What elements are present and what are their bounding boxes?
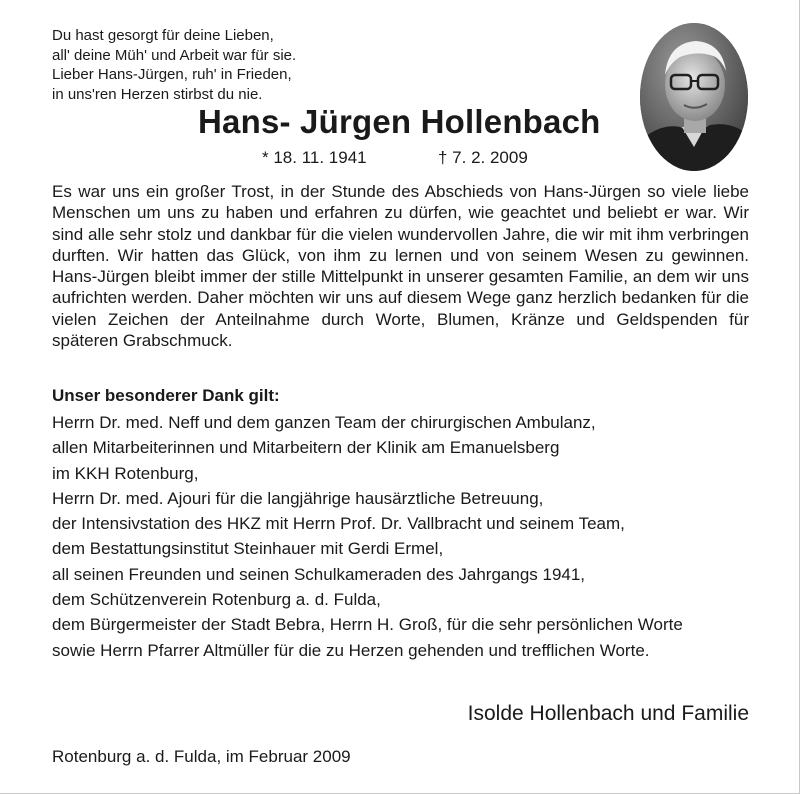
poem-line: Du hast gesorgt für deine Lieben, <box>52 27 274 44</box>
thanks-line: dem Bestattungsinstitut Steinhauer mit Gerdi Ermel, <box>52 539 444 559</box>
special-thanks-heading: Unser besonderer Dank gilt: <box>52 386 280 405</box>
thanks-line: sowie Herrn Pfarrer Altmüller für die zu Herzen gehenden und trefflichen Worte. <box>52 640 650 660</box>
thanks-line: dem Bürgermeister der Stadt Bebra, Herrn H. Groß, für die sehr persönlichen Worte <box>52 615 683 635</box>
thanks-line: im KKH Rotenburg, <box>52 463 199 483</box>
thanks-line: Herrn Dr. med. Ajouri für die langjährige hausärztliche Betreuung, <box>52 488 544 508</box>
thanks-line: all seinen Freunden und seinen Schulkameraden des Jahrgangs 1941, <box>52 564 586 584</box>
thanks-line: allen Mitarbeiterinnen und Mitarbeitern der Klinik am Emanuelsberg <box>52 438 560 458</box>
thanks-line: Herrn Dr. med. Neff und dem ganzen Team der chirurgischen Ambulanz, <box>52 413 596 432</box>
poem-line: Lieber Hans-Jürgen, ruh' in Frieden, <box>52 66 292 83</box>
birth-date: * 18. 11. 1941 <box>262 148 367 167</box>
thanks-line: dem Schützenverein Rotenburg a. d. Fulda, <box>52 590 381 610</box>
special-thanks-list <box>52 410 749 663</box>
deceased-name: Hans- Jürgen Hollenbach <box>198 103 601 140</box>
poem-line: all' deine Müh' und Arbeit war für sie. <box>52 46 297 64</box>
death-date: † 7. 2. 2009 <box>438 148 528 167</box>
thanks-line: der Intensivstation des HKZ mit Herrn Prof. Dr. Vallbracht und seinem Team, <box>52 514 625 534</box>
family-signature: Isolde Hollenbach und Familie <box>467 702 749 725</box>
portrait-photo-svg <box>640 23 748 171</box>
thank-you-text: Es war uns ein großer Trost, in der Stunde des Abschieds von Hans-Jürgen so viele liebe Menschen um uns zu haben und erfahren zu dürfen, wie geachtet und beliebt er war. Wir sind alle sehr stolz und dankbar für die vielen wundervollen Jahre, die wir mit ihm verbringen durften. Wir hatten das Glück, von ihm zu lernen und von seinem Wesen zu gewinnen. Hans-Jürgen bleibt immer der stille Mittelpunkt in unserer gesamten Familie, an dem wir uns aufrichten werden. Daher möchten wir uns auf diesem Wege ganz herzlich bedanken für die vielen Zeichen der Anteilnahme durch Worte, Blumen, Kränze und Geldspenden für späteren Grabschmuck. <box>52 182 749 351</box>
portrait-photo-icon <box>640 23 748 171</box>
place-and-date: Rotenburg a. d. Fulda, im Februar 2009 <box>52 747 351 766</box>
memorial-poem <box>52 26 296 104</box>
poem-line: in uns'ren Herzen stirbst du nie. <box>52 85 263 103</box>
